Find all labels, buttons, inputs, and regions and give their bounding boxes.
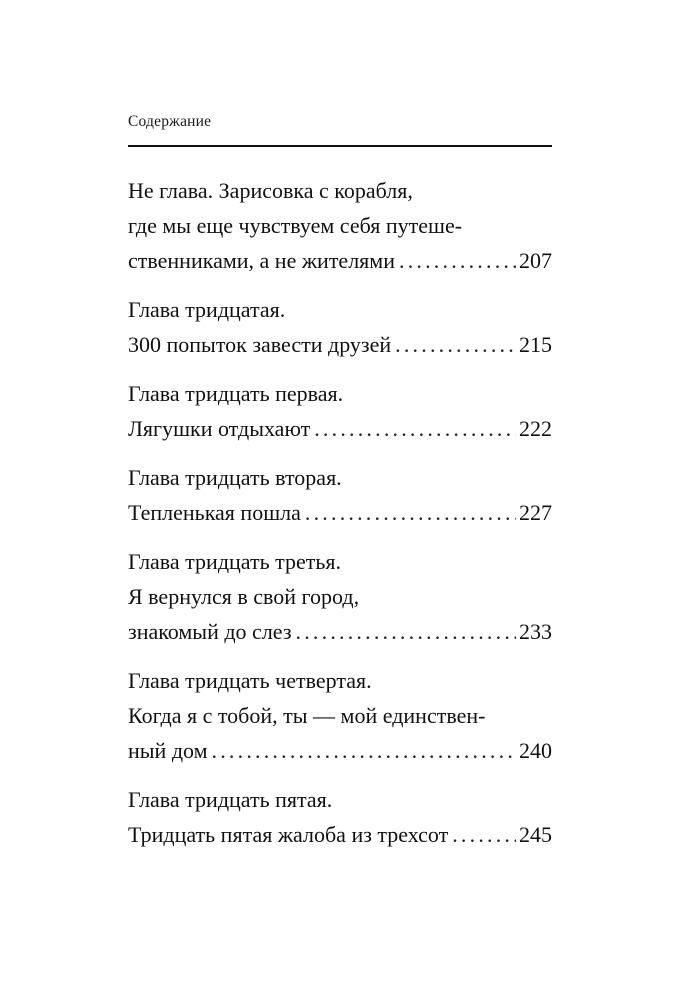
toc-entry-title-line: Глава тридцать первая. xyxy=(128,381,344,406)
page-number: 207 xyxy=(519,248,552,273)
toc-entry xyxy=(128,173,552,278)
toc-entry-last-line xyxy=(128,817,552,852)
toc-entry-title-line: 300 попыток завести друзей xyxy=(128,332,392,357)
toc-entry-title-line: знакомый до слез xyxy=(128,619,292,644)
toc-entry-last-line xyxy=(128,411,552,446)
toc-entry-title-line: Лягушки отдыхают xyxy=(128,416,311,441)
toc-entry xyxy=(128,782,552,852)
toc-entry xyxy=(128,376,552,446)
dot-leader xyxy=(296,614,516,649)
table-of-contents xyxy=(128,173,552,852)
toc-entry-last-line xyxy=(128,495,552,530)
header-rule xyxy=(128,145,552,147)
dot-leader xyxy=(305,495,516,530)
toc-entry-title-line: Не глава. Зарисовка с корабля, xyxy=(128,178,413,203)
toc-entry-title-line: Когда я с тобой, ты — мой единствен- xyxy=(128,703,486,728)
toc-entry-last-line xyxy=(128,733,552,768)
toc-entry-last-line xyxy=(128,327,552,362)
toc-entry xyxy=(128,544,552,649)
toc-entry-last-line xyxy=(128,243,552,278)
page-number: 240 xyxy=(519,738,552,763)
toc-entry-title-line: Тепленькая пошла xyxy=(128,500,301,525)
toc-entry xyxy=(128,663,552,768)
toc-entry-title-line: Глава тридцать пятая. xyxy=(128,787,333,812)
toc-entry-title-line: Глава тридцать вторая. xyxy=(128,465,342,490)
page-number: 233 xyxy=(519,619,552,644)
page-number: 222 xyxy=(519,416,552,441)
dot-leader xyxy=(212,733,516,768)
running-head: Содержание xyxy=(128,113,212,130)
toc-entry-title-line: ный дом xyxy=(128,738,208,763)
toc-entry-title-line: Я вернулся в свой город, xyxy=(128,584,360,609)
toc-entry-title-line: Глава тридцать третья. xyxy=(128,549,342,574)
page-number: 215 xyxy=(519,332,552,357)
page-number: 245 xyxy=(519,822,552,847)
dot-leader xyxy=(399,243,516,278)
dot-leader xyxy=(314,411,516,446)
toc-entry xyxy=(128,460,552,530)
toc-entry-title-line: Тридцать пятая жалоба из трехсот xyxy=(128,822,449,847)
toc-entry-last-line xyxy=(128,614,552,649)
toc-entry-title-line: Глава тридцать четвертая. xyxy=(128,668,372,693)
toc-entry-title-line: ственниками, а не жителями xyxy=(128,248,395,273)
toc-entry xyxy=(128,292,552,362)
dot-leader xyxy=(452,817,516,852)
toc-entry-title-line: Глава тридцатая. xyxy=(128,297,286,322)
toc-entry-title-line: где мы еще чувствуем себя путеше- xyxy=(128,213,463,238)
page-number: 227 xyxy=(519,500,552,525)
dot-leader xyxy=(395,327,516,362)
